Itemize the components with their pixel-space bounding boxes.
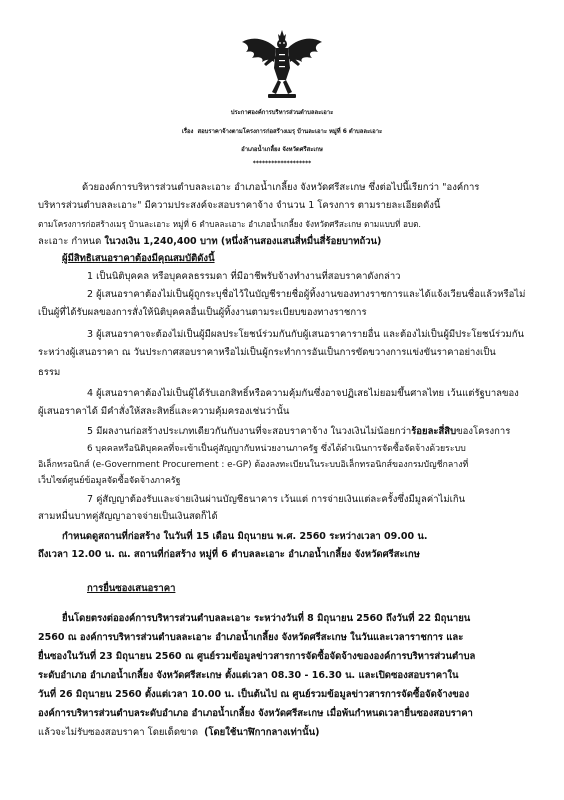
qualification-5 (87, 427, 510, 437)
qualification-3: 3 ผู้เสนอราคาจะต้องไม่เป็นผู้มีผลประโยชน์ร่วมกันกับผู้เสนอราคารายอื่น และต้องไม่เป็นผู้มีประโยชน์ร่วมกัน (87, 329, 524, 340)
subject-label: เรื่อง (181, 129, 194, 135)
submission-heading: การยื่นซองเสนอราคา (87, 583, 176, 594)
qualification-7-cont: สามหมื่นบาทคู่สัญญาอาจจ่ายเป็นเงินสดก็ได้ (38, 511, 218, 522)
subject-location: อำเภอน้ำเกลี้ยง จังหวัดศรีสะเกษ (241, 147, 323, 153)
submission-line-3: ยื่นซองในวันที่ 23 มิถุนายน 2560 ณ ศูนย์รวมข้อมูลข่าวสารการจัดซื้อจัดจ้างขององค์การบริหารส่วนตำบล (38, 651, 476, 662)
intro-line-4 (38, 237, 381, 247)
site-visit-line-1: กำหนดดูสถานที่ก่อสร้าง ในวันที่ 15 เดือน มิถุนายน พ.ศ. 2560 ระหว่างเวลา 09.00 น. (62, 531, 428, 542)
site-visit-line-2: ถึงเวลา 12.00 น. ณ. สถานที่ก่อสร้าง หมู่ที่ 6 ตำบลละเอาะ อำเภอน้ำเกลี้ยง จังหวัดศรีสะเกษ (38, 549, 420, 560)
qualification-6-cont: อิเล็กทรอนิกส์ (e-Government Procurement : e-GP) ต้องลงทะเบียนในระบบอิเล็กทรอนิกส์ของกรมบัญชีกลางที่ (38, 460, 469, 470)
submission-line-2: 2560 ณ องค์การบริหารส่วนตำบลละเอาะ อำเภอน้ำเกลี้ยง จังหวัดศรีสะเกษ ในวันและเวลาราชการ และ (38, 632, 464, 643)
qualification-4-cont: ผู้เสนอราคาได้ มีคำสั่งให้สละสิทธิ์และความคุ้มครองเช่นว่านั้น (38, 406, 290, 417)
announcement-title: ประกาศองค์การบริหารส่วนตำบลละเอาะ (230, 110, 334, 116)
qualification-5-bold: ร้อยละสี่สิบ (411, 426, 457, 437)
announcement-subject (0, 126, 564, 136)
qualification-5-tail: ของโครงการ (456, 426, 511, 437)
intro-line-4-prefix: ละเอาะ กำหนด (38, 236, 102, 247)
qualification-7: 7 คู่สัญญาต้องรับและจ่ายเงินผ่านบัญชีธนาคาร เว้นแต่ การจ่ายเงินแต่ละครั้งซึ่งมีมูลค่าไม่เกิน (87, 494, 466, 505)
intro-line-2: บริหารส่วนตำบลละเอาะ" มีความประสงค์จะสอบราคาจ้าง จำนวน 1 โครงการ ตามรายละเอียดดังนี้ (38, 200, 441, 211)
submission-line-6: องค์การบริหารส่วนตำบลระดับอำเภอ อำเภอน้ำเกลี้ยง จังหวัดศรีสะเกษ เมื่อพ้นกำหนดเวลายื่นซองสอบราคา (38, 708, 473, 719)
budget-amount: ในวงเงิน 1,240,400 บาท (หนึ่งล้านสองแสนสี่หมื่นสี่ร้อยบาทถ้วน) (104, 236, 382, 247)
qualification-2-cont: เป็นผู้ที่ได้รับผลของการสั่งให้นิติบุคคลอื่นเป็นผู้ทิ้งงานตามระเบียบของทางราชการ (38, 307, 367, 318)
garuda-emblem-icon (240, 28, 324, 100)
submission-line-7-prefix: แล้วจะไม่รับซองสอบราคา โดยเด็ดขาด (38, 727, 199, 738)
qualification-6: 6 บุคคลหรือนิติบุคคลที่จะเข้าเป็นคู่สัญญากับหน่วยงานภาครัฐ ซึ่งได้ดำเนินการจัดซื้อจัดจ้างด้วยระบบ (87, 444, 466, 454)
qualification-2: 2 ผู้เสนอราคาต้องไม่เป็นผู้ถูกระบุชื่อไว้ในบัญชีรายชื่อผู้ทิ้งงานของทางราชการและได้แจ้งเวียนชื่อแล้วหรือไม่ (87, 289, 526, 300)
qualification-5-text: 5 มีผลงานก่อสร้างประเภทเดียวกันกับงานที่จะสอบราคาจ้าง ในวงเงินไม่น้อยกว่า (87, 426, 412, 437)
stars-divider: ******************* (252, 161, 312, 167)
qualification-6-cont-2: เว็บไซต์ศูนย์ข้อมูลจัดซื้อจัดจ้างภาครัฐ (38, 476, 181, 486)
submission-line-7 (38, 728, 319, 738)
qualification-3-cont: ระหว่างผู้เสนอราคา ณ วันประกาศสอบราคาหรือไม่เป็นผู้กระทำการอันเป็นการขัดขวางการแข่งขันราคาอย่างเป็น (38, 347, 496, 358)
qualifications-heading: ผู้มีสิทธิเสนอราคาต้องมีคุณสมบัติดังนี้ (62, 253, 215, 264)
qualification-1: 1 เป็นนิติบุคคล หรือบุคคลธรรมดา ที่มีอาชีพรับจ้างทำงานที่สอบราคาดังกล่าว (87, 271, 401, 282)
submission-line-5: วันที่ 26 มิถุนายน 2560 ตั้งแต่เวลา 10.00 น. เป็นต้นไป ณ ศูนย์รวมข้อมูลข่าวสารการจัดซื้อจัดจ้างของ (38, 689, 470, 700)
qualification-3-cont-2: ธรรม (38, 367, 61, 378)
central-clock-note: (โดยใช้นาฬิกากลางเท่านั้น) (204, 727, 320, 738)
qualification-4: 4 ผู้เสนอราคาต้องไม่เป็นผู้ได้รับเอกสิทธิ์หรือความคุ้มกันซึ่งอาจปฏิเสธไม่ยอมขึ้นศาลไทย เว้นแต่รัฐบาลของ (87, 388, 519, 399)
intro-line-3: ตามโครงการก่อสร้างเมรุ บ้านละเอาะ หมู่ที่ 6 ตำบลละเอาะ อำเภอน้ำเกลี้ยง จังหวัดศรีสะเกษ ตามแบบที่ อบต. (38, 219, 422, 229)
subject-text: สอบราคาจ้างตามโครงการก่อสร้างเมรุ บ้านละเอาะ หมู่ที่ 6 ตำบลละเอาะ (197, 129, 383, 135)
intro-line-1: ด้วยองค์การบริหารส่วนตำบลละเอาะ อำเภอน้ำเกลี้ยง จังหวัดศรีสะเกษ ซึ่งต่อไปนี้เรียกว่า "องค์การ (82, 182, 480, 193)
submission-line-4: ระดับอำเภอ อำเภอน้ำเกลี้ยง จังหวัดศรีสะเกษ ตั้งแต่เวลา 08.30 - 16.30 น. และเปิดซองสอบราคาใน (38, 670, 459, 681)
submission-line-1: ยื่นโดยตรงต่อองค์การบริหารส่วนตำบลละเอาะ ระหว่างวันที่ 8 มิถุนายน 2560 ถึงวันที่ 22 มิถุนายน (62, 613, 471, 624)
